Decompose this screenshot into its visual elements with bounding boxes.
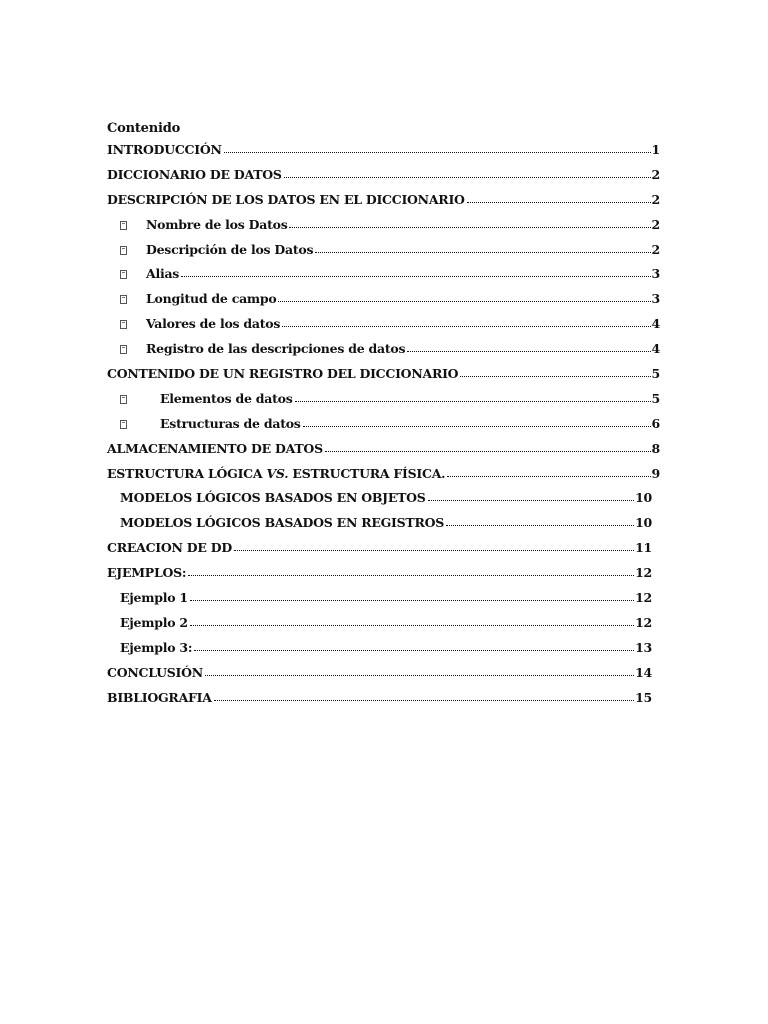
toc-entry-page: 1 — [651, 142, 660, 157]
dot-leader — [460, 376, 650, 377]
missing-glyph-bullet-icon — [120, 420, 127, 429]
toc-entry-page: 3 — [651, 266, 660, 282]
dot-leader — [234, 550, 634, 551]
toc-entry[interactable] — [107, 630, 652, 655]
table-of-contents — [107, 121, 660, 705]
toc-entry-page: 4 — [651, 316, 660, 332]
dot-leader — [190, 625, 634, 626]
toc-entry-title: Descripción de los Datos — [146, 241, 314, 257]
toc-entry-page: 4 — [651, 341, 660, 357]
toc-entry[interactable] — [107, 680, 652, 705]
toc-entry-title: Elementos de datos — [160, 390, 293, 406]
toc-entry-title: DICCIONARIO DE DATOS — [107, 166, 282, 182]
toc-entry-page: 15 — [635, 689, 652, 705]
toc-entry-title: CONTENIDO DE UN REGISTRO DEL DICCIONARIO — [107, 366, 459, 382]
toc-entry[interactable] — [107, 655, 652, 680]
toc-entry-page: 10 — [635, 490, 652, 506]
missing-glyph-bullet-icon — [120, 320, 127, 329]
toc-entry-title: Ejemplo 1 — [120, 590, 188, 606]
dot-leader — [214, 700, 634, 701]
missing-glyph-bullet-icon — [120, 270, 127, 279]
toc-entry-title: Valores de los datos — [146, 316, 281, 332]
toc-entry-page: 12 — [635, 565, 652, 581]
toc-entry[interactable] — [107, 182, 660, 207]
toc-entry-page: 2 — [651, 216, 660, 232]
toc-entry-page: 12 — [635, 590, 652, 606]
toc-entry[interactable] — [107, 157, 660, 182]
toc-entry[interactable] — [107, 481, 652, 506]
toc-entry-title: ALMACENAMIENTO DE DATOS — [107, 440, 323, 456]
toc-entry-title: Longitud de campo — [146, 291, 277, 307]
toc-entry-page: 10 — [635, 515, 652, 531]
toc-entry-title: Ejemplo 3: — [120, 639, 193, 655]
dot-leader — [295, 401, 651, 402]
toc-entry[interactable] — [107, 281, 660, 306]
toc-entry[interactable] — [107, 331, 660, 356]
dot-leader — [446, 525, 634, 526]
toc-entry[interactable] — [107, 232, 660, 257]
dot-leader — [181, 276, 650, 277]
dot-leader — [284, 177, 651, 178]
missing-glyph-bullet-icon — [120, 395, 127, 404]
toc-entry-title: MODELOS LÓGICOS BASADOS EN OBJETOS — [120, 490, 426, 506]
toc-entry[interactable] — [107, 406, 660, 431]
dot-leader — [194, 650, 634, 651]
dot-leader — [289, 227, 650, 228]
dot-leader — [303, 426, 651, 427]
toc-entry-page: 12 — [635, 614, 652, 630]
toc-entry[interactable] — [107, 555, 652, 580]
toc-entry-title-part: ESTRUCTURA LÓGICA — [107, 465, 267, 481]
toc-entry[interactable] — [107, 505, 652, 530]
toc-entry-page: 14 — [635, 664, 652, 680]
dot-leader — [224, 152, 651, 153]
toc-entry[interactable] — [107, 139, 660, 157]
toc-entry[interactable] — [107, 207, 660, 232]
dot-leader — [205, 675, 634, 676]
toc-entry[interactable] — [107, 306, 660, 331]
dot-leader — [447, 476, 650, 477]
toc-entry-title: BIBLIOGRAFIA — [107, 689, 212, 705]
toc-entries — [107, 139, 660, 705]
toc-entry-page: 5 — [651, 366, 660, 382]
dot-leader — [467, 202, 651, 203]
dot-leader — [190, 600, 634, 601]
toc-entry-title: CREACION DE DD — [107, 540, 232, 556]
toc-entry-title: Ejemplo 2 — [120, 614, 188, 630]
toc-entry-title: Estructuras de datos — [160, 415, 301, 431]
toc-entry-title-part: ESTRUCTURA FÍSICA. — [288, 465, 446, 481]
missing-glyph-bullet-icon — [120, 221, 127, 230]
toc-entry-page: 11 — [635, 540, 652, 556]
toc-entry[interactable] — [107, 257, 660, 282]
toc-entry[interactable] — [107, 356, 660, 381]
toc-entry[interactable] — [107, 456, 660, 481]
toc-entry-title: DESCRIPCIÓN DE LOS DATOS EN EL DICCIONARIO — [107, 191, 465, 207]
dot-leader — [278, 301, 650, 302]
toc-entry-title: CONCLUSIÓN — [107, 664, 203, 680]
toc-entry[interactable] — [107, 381, 660, 406]
toc-entry-page: 2 — [651, 241, 660, 257]
toc-entry-title: INTRODUCCIÓN — [107, 142, 222, 157]
toc-entry-title: EJEMPLOS: — [107, 565, 187, 581]
dot-leader — [188, 575, 634, 576]
toc-entry[interactable] — [107, 530, 652, 555]
dot-leader — [428, 500, 635, 501]
toc-entry-title — [107, 466, 445, 481]
missing-glyph-bullet-icon — [120, 246, 127, 255]
toc-entry-title: Registro de las descripciones de datos — [146, 341, 406, 357]
missing-glyph-bullet-icon — [120, 345, 127, 354]
toc-entry-title-emphasis: VS. — [266, 465, 289, 481]
toc-entry-page: 2 — [651, 166, 660, 182]
dot-leader — [407, 351, 650, 352]
toc-entry[interactable] — [107, 605, 652, 630]
toc-entry-page: 2 — [651, 191, 660, 207]
dot-leader — [315, 252, 650, 253]
toc-entry-page: 5 — [651, 390, 660, 406]
missing-glyph-bullet-icon — [120, 295, 127, 304]
toc-entry-page: 9 — [651, 465, 660, 481]
toc-entry-page: 3 — [651, 291, 660, 307]
toc-entry-title: Nombre de los Datos — [146, 216, 288, 232]
toc-heading: Contenido — [107, 121, 181, 136]
toc-entry-page: 6 — [651, 415, 660, 431]
dot-leader — [282, 326, 650, 327]
toc-entry-page: 8 — [651, 440, 660, 456]
toc-entry[interactable] — [107, 580, 652, 605]
toc-entry-title: Alias — [146, 266, 180, 282]
toc-entry-title: MODELOS LÓGICOS BASADOS EN REGISTROS — [120, 515, 445, 531]
dot-leader — [325, 451, 651, 452]
toc-entry[interactable] — [107, 431, 660, 456]
toc-entry-page: 13 — [635, 639, 652, 655]
